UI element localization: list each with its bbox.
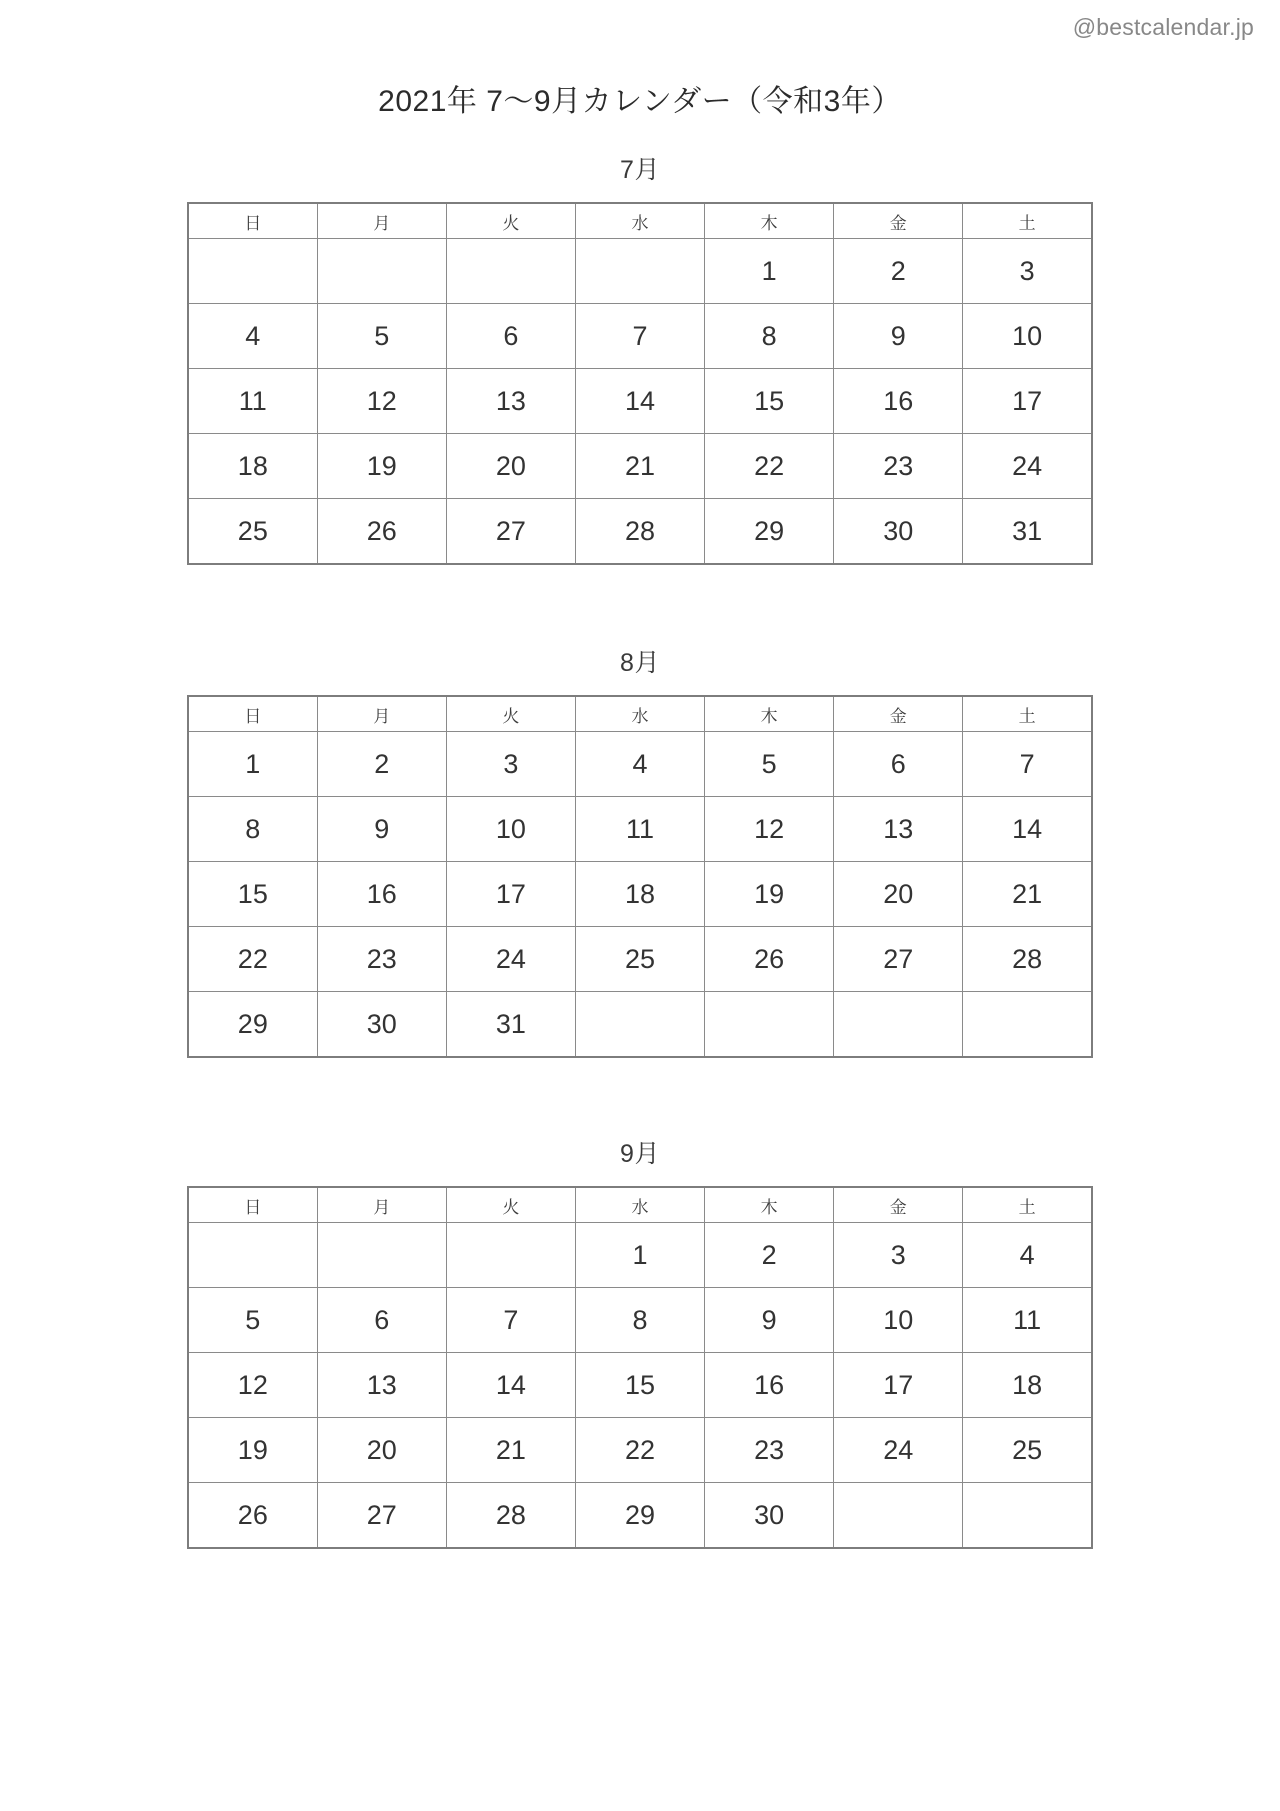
calendar-day-cell[interactable]: 5 [188, 1288, 317, 1353]
calendar-cell-empty [834, 992, 963, 1058]
calendar-day-cell[interactable]: 19 [317, 434, 446, 499]
calendar-day-cell[interactable]: 28 [446, 1483, 575, 1549]
calendar-week-row [188, 304, 1092, 369]
calendar-day-cell[interactable]: 20 [834, 862, 963, 927]
calendar-day-cell[interactable]: 21 [963, 862, 1092, 927]
calendar-day-cell[interactable]: 4 [963, 1223, 1092, 1288]
calendar-day-cell[interactable]: 29 [705, 499, 834, 565]
month-label: 8月 [620, 649, 660, 677]
calendar-day-cell[interactable]: 16 [705, 1353, 834, 1418]
calendar-cell-empty [575, 992, 704, 1058]
site-watermark: @bestcalendar.jp [1072, 14, 1254, 40]
calendar-day-cell[interactable]: 10 [834, 1288, 963, 1353]
calendar-day-cell[interactable]: 3 [834, 1223, 963, 1288]
calendar-table-july [187, 202, 1093, 565]
weekday-header-thursday: 木 [705, 203, 834, 239]
calendar-day-cell[interactable]: 13 [446, 369, 575, 434]
calendar-day-cell[interactable]: 19 [705, 862, 834, 927]
calendar-day-cell[interactable]: 13 [834, 797, 963, 862]
calendar-day-cell[interactable]: 17 [963, 369, 1092, 434]
calendar-day-cell[interactable]: 28 [575, 499, 704, 565]
calendar-day-cell[interactable]: 8 [705, 304, 834, 369]
calendar-day-cell[interactable]: 4 [575, 732, 704, 797]
weekday-header-tuesday: 火 [446, 1187, 575, 1223]
calendar-day-cell[interactable]: 24 [446, 927, 575, 992]
calendar-table-september [187, 1186, 1093, 1549]
calendar-cell-empty [575, 239, 704, 304]
weekday-header-wednesday: 水 [575, 203, 704, 239]
calendar-day-cell[interactable]: 27 [834, 927, 963, 992]
weekday-header-sunday: 日 [188, 203, 317, 239]
calendar-cell-empty [705, 992, 834, 1058]
calendar-day-cell[interactable]: 7 [575, 304, 704, 369]
calendar-table-august [187, 695, 1093, 1058]
calendar-day-cell[interactable]: 10 [446, 797, 575, 862]
calendar-day-cell[interactable]: 30 [834, 499, 963, 565]
calendar-day-cell[interactable]: 27 [446, 499, 575, 565]
calendar-day-cell[interactable]: 16 [834, 369, 963, 434]
calendar-day-cell[interactable]: 6 [446, 304, 575, 369]
calendar-day-cell[interactable]: 3 [963, 239, 1092, 304]
calendar-week-row [188, 1483, 1092, 1549]
calendar-day-cell[interactable]: 24 [834, 1418, 963, 1483]
calendar-week-row [188, 732, 1092, 797]
calendar-week-row [188, 992, 1092, 1058]
calendar-day-cell[interactable]: 2 [317, 732, 446, 797]
calendar-day-cell[interactable]: 30 [317, 992, 446, 1058]
month-label: 7月 [620, 156, 660, 184]
calendar-week-row [188, 1418, 1092, 1483]
weekday-header-thursday: 木 [705, 696, 834, 732]
calendar-day-cell[interactable]: 31 [446, 992, 575, 1058]
weekday-header-saturday: 土 [963, 696, 1092, 732]
calendar-week-row [188, 1223, 1092, 1288]
calendar-day-cell[interactable]: 23 [834, 434, 963, 499]
weekday-header-row [188, 696, 1092, 732]
calendar-cell-empty [446, 1223, 575, 1288]
month-label: 9月 [620, 1140, 660, 1168]
calendar-day-cell[interactable]: 19 [188, 1418, 317, 1483]
calendar-day-cell[interactable]: 18 [188, 434, 317, 499]
calendar-day-cell[interactable]: 6 [834, 732, 963, 797]
calendar-day-cell[interactable]: 26 [317, 499, 446, 565]
calendar-cell-empty [188, 239, 317, 304]
calendar-day-cell[interactable]: 24 [963, 434, 1092, 499]
calendar-day-cell[interactable]: 2 [834, 239, 963, 304]
calendar-day-cell[interactable]: 12 [188, 1353, 317, 1418]
calendar-day-cell[interactable]: 6 [317, 1288, 446, 1353]
calendar-day-cell[interactable]: 23 [317, 927, 446, 992]
weekday-header-friday: 金 [834, 203, 963, 239]
calendar-day-cell[interactable]: 26 [705, 927, 834, 992]
weekday-header-tuesday: 火 [446, 696, 575, 732]
weekday-header-saturday: 土 [963, 203, 1092, 239]
weekday-header-wednesday: 水 [575, 696, 704, 732]
calendar-day-cell[interactable]: 21 [575, 434, 704, 499]
calendar-day-cell[interactable]: 28 [963, 927, 1092, 992]
calendar-day-cell[interactable]: 20 [317, 1418, 446, 1483]
calendar-body [188, 239, 1092, 565]
calendar-cell-empty [446, 239, 575, 304]
calendar-cell-empty [963, 992, 1092, 1058]
calendar-day-cell[interactable]: 14 [575, 369, 704, 434]
calendar-day-cell[interactable]: 5 [317, 304, 446, 369]
calendar-week-row [188, 1288, 1092, 1353]
calendar-body [188, 732, 1092, 1058]
page-title: 2021年 7〜9月カレンダー（令和3年） [378, 85, 902, 118]
calendar-day-cell[interactable]: 5 [705, 732, 834, 797]
calendar-cell-empty [317, 1223, 446, 1288]
weekday-header-sunday: 日 [188, 696, 317, 732]
calendar-day-cell[interactable]: 30 [705, 1483, 834, 1549]
weekday-header-monday: 月 [317, 696, 446, 732]
calendar-day-cell[interactable]: 23 [705, 1418, 834, 1483]
calendar-day-cell[interactable]: 3 [446, 732, 575, 797]
calendar-week-row [188, 862, 1092, 927]
calendar-day-cell[interactable]: 29 [575, 1483, 704, 1549]
calendar-day-cell[interactable]: 12 [317, 369, 446, 434]
weekday-header-thursday: 木 [705, 1187, 834, 1223]
month-block-august [187, 643, 1093, 1058]
calendar-cell-empty [188, 1223, 317, 1288]
calendar-week-row [188, 1353, 1092, 1418]
calendar-day-cell[interactable]: 8 [575, 1288, 704, 1353]
weekday-header-friday: 金 [834, 696, 963, 732]
month-block-september [187, 1134, 1093, 1549]
calendar-day-cell[interactable]: 29 [188, 992, 317, 1058]
calendar-day-cell[interactable]: 25 [963, 1418, 1092, 1483]
calendar-day-cell[interactable]: 18 [575, 862, 704, 927]
calendar-cell-empty [963, 1483, 1092, 1549]
calendar-day-cell[interactable]: 31 [963, 499, 1092, 565]
calendar-day-cell[interactable]: 7 [446, 1288, 575, 1353]
calendar-day-cell[interactable]: 20 [446, 434, 575, 499]
calendar-day-cell[interactable]: 27 [317, 1483, 446, 1549]
calendar-week-row [188, 239, 1092, 304]
calendar-day-cell[interactable]: 25 [575, 927, 704, 992]
calendar-day-cell[interactable]: 12 [705, 797, 834, 862]
weekday-header-friday: 金 [834, 1187, 963, 1223]
weekday-header-sunday: 日 [188, 1187, 317, 1223]
calendar-week-row [188, 927, 1092, 992]
calendar-day-cell[interactable]: 11 [575, 797, 704, 862]
calendar-day-cell[interactable]: 26 [188, 1483, 317, 1549]
calendar-cell-empty [834, 1483, 963, 1549]
calendar-day-cell[interactable]: 22 [188, 927, 317, 992]
weekday-header-row [188, 203, 1092, 239]
calendar-day-cell[interactable]: 14 [446, 1353, 575, 1418]
weekday-header-saturday: 土 [963, 1187, 1092, 1223]
weekday-header-row [188, 1187, 1092, 1223]
calendar-day-cell[interactable]: 21 [446, 1418, 575, 1483]
calendar-day-cell[interactable]: 9 [705, 1288, 834, 1353]
calendar-day-cell[interactable]: 10 [963, 304, 1092, 369]
calendar-week-row [188, 797, 1092, 862]
weekday-header-tuesday: 火 [446, 203, 575, 239]
calendar-day-cell[interactable]: 22 [575, 1418, 704, 1483]
calendar-week-row [188, 434, 1092, 499]
calendar-day-cell[interactable]: 11 [963, 1288, 1092, 1353]
calendar-day-cell[interactable]: 14 [963, 797, 1092, 862]
calendar-week-row [188, 499, 1092, 565]
month-block-july [187, 150, 1093, 565]
calendar-week-row [188, 369, 1092, 434]
calendar-day-cell[interactable]: 11 [188, 369, 317, 434]
calendar-day-cell[interactable]: 7 [963, 732, 1092, 797]
calendar-day-cell[interactable]: 4 [188, 304, 317, 369]
calendar-day-cell[interactable]: 15 [705, 369, 834, 434]
weekday-header-wednesday: 水 [575, 1187, 704, 1223]
calendar-day-cell[interactable]: 8 [188, 797, 317, 862]
calendar-day-cell[interactable]: 16 [317, 862, 446, 927]
calendar-day-cell[interactable]: 17 [834, 1353, 963, 1418]
calendar-day-cell[interactable]: 13 [317, 1353, 446, 1418]
calendar-day-cell[interactable]: 9 [317, 797, 446, 862]
calendar-cell-empty [317, 239, 446, 304]
calendar-day-cell[interactable]: 15 [575, 1353, 704, 1418]
calendar-body [188, 1223, 1092, 1549]
weekday-header-monday: 月 [317, 203, 446, 239]
weekday-header-monday: 月 [317, 1187, 446, 1223]
calendar-day-cell[interactable]: 17 [446, 862, 575, 927]
calendar-day-cell[interactable]: 1 [575, 1223, 704, 1288]
calendar-day-cell[interactable]: 9 [834, 304, 963, 369]
calendar-day-cell[interactable]: 1 [188, 732, 317, 797]
calendar-day-cell[interactable]: 15 [188, 862, 317, 927]
calendar-day-cell[interactable]: 25 [188, 499, 317, 565]
calendar-day-cell[interactable]: 18 [963, 1353, 1092, 1418]
calendar-day-cell[interactable]: 1 [705, 239, 834, 304]
calendar-day-cell[interactable]: 22 [705, 434, 834, 499]
calendar-day-cell[interactable]: 2 [705, 1223, 834, 1288]
